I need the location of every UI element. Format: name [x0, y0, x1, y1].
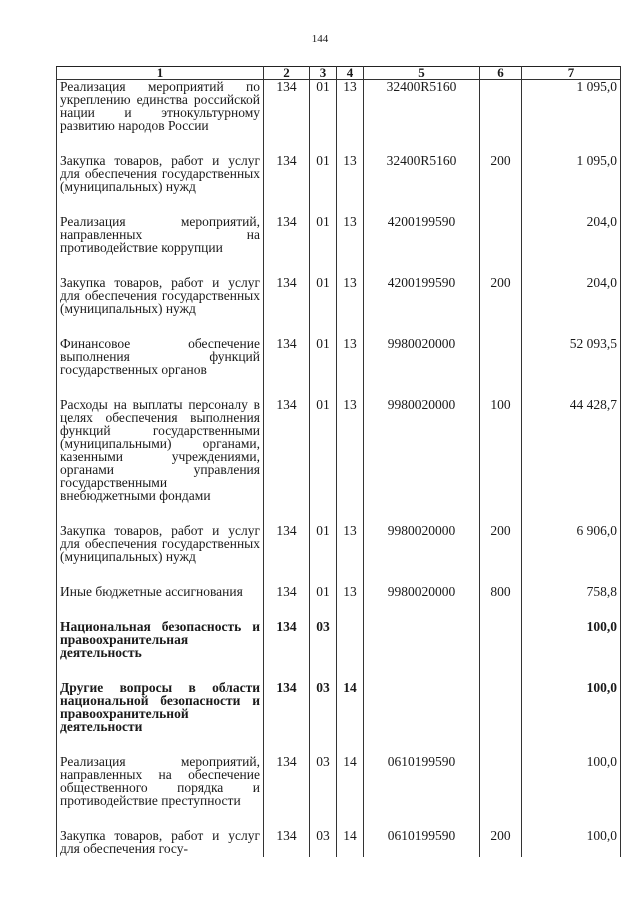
cell-subsection: 13 — [337, 154, 364, 215]
cell-section: 03 — [310, 681, 337, 755]
table-row — [57, 398, 621, 524]
cell-amount: 100,0 — [522, 829, 621, 857]
cell-subsection: 13 — [337, 80, 364, 155]
cell-code: 134 — [264, 524, 310, 585]
cell-name: Реализация мероприятий по укреплению единства российской нации и этнокультурному развитию народов России — [57, 80, 264, 155]
cell-amount: 758,8 — [522, 585, 621, 620]
cell-section: 01 — [310, 215, 337, 276]
cell-name: Иные бюджетные ассигнования — [57, 585, 264, 620]
cell-expense-type — [480, 337, 522, 398]
table-row — [57, 620, 621, 681]
cell-section: 01 — [310, 337, 337, 398]
cell-amount: 1 095,0 — [522, 154, 621, 215]
cell-name: Закупка товаров, работ и услуг для обеспечения государственных (муниципальных) нужд — [57, 154, 264, 215]
cell-amount: 100,0 — [522, 755, 621, 829]
budget-table — [56, 66, 621, 857]
cell-code: 134 — [264, 585, 310, 620]
table-row — [57, 337, 621, 398]
cell-name: Другие вопросы в области национальной безопасности и правоохранительной деятельности — [57, 681, 264, 755]
table-body — [57, 80, 621, 858]
cell-section: 03 — [310, 829, 337, 857]
cell-amount: 52 093,5 — [522, 337, 621, 398]
cell-expense-type — [480, 80, 522, 155]
cell-amount: 1 095,0 — [522, 80, 621, 155]
cell-subsection: 13 — [337, 585, 364, 620]
cell-code: 134 — [264, 398, 310, 524]
cell-name: Закупка товаров, работ и услуг для обеспечения государственных (муниципальных) нужд — [57, 524, 264, 585]
cell-expense-type: 200 — [480, 276, 522, 337]
table-row — [57, 80, 621, 155]
cell-amount: 204,0 — [522, 215, 621, 276]
cell-name: Реализация мероприятий, направленных на обеспечение общественного порядка и противодействие преступности — [57, 755, 264, 829]
cell-amount: 6 906,0 — [522, 524, 621, 585]
cell-target-article: 9980020000 — [364, 524, 480, 585]
cell-target-article: 0610199590 — [364, 829, 480, 857]
cell-section: 03 — [310, 755, 337, 829]
table-row — [57, 215, 621, 276]
cell-expense-type: 200 — [480, 154, 522, 215]
cell-subsection: 14 — [337, 755, 364, 829]
cell-code: 134 — [264, 276, 310, 337]
cell-expense-type: 200 — [480, 829, 522, 857]
cell-name: Закупка товаров, работ и услуг для обеспечения государственных (муниципальных) нужд — [57, 276, 264, 337]
cell-subsection: 14 — [337, 829, 364, 857]
cell-subsection — [337, 620, 364, 681]
cell-code: 134 — [264, 829, 310, 857]
cell-expense-type: 800 — [480, 585, 522, 620]
table-row — [57, 681, 621, 755]
cell-subsection: 13 — [337, 398, 364, 524]
cell-expense-type — [480, 755, 522, 829]
cell-section: 01 — [310, 276, 337, 337]
table-row — [57, 154, 621, 215]
cell-subsection: 13 — [337, 276, 364, 337]
cell-target-article: 9980020000 — [364, 337, 480, 398]
cell-code: 134 — [264, 755, 310, 829]
cell-target-article: 32400R5160 — [364, 80, 480, 155]
cell-target-article: 0610199590 — [364, 755, 480, 829]
cell-subsection: 14 — [337, 681, 364, 755]
column-header-7: 7 — [522, 67, 621, 80]
table-row — [57, 755, 621, 829]
cell-code: 134 — [264, 681, 310, 755]
column-header-1: 1 — [57, 67, 264, 80]
cell-code: 134 — [264, 215, 310, 276]
cell-amount: 204,0 — [522, 276, 621, 337]
table-row — [57, 524, 621, 585]
cell-code: 134 — [264, 154, 310, 215]
cell-subsection: 13 — [337, 215, 364, 276]
cell-target-article: 9980020000 — [364, 398, 480, 524]
table-row — [57, 829, 621, 857]
cell-expense-type — [480, 681, 522, 755]
cell-section: 01 — [310, 154, 337, 215]
table-row — [57, 276, 621, 337]
page-number: 144 — [311, 33, 329, 45]
cell-section: 01 — [310, 524, 337, 585]
cell-section: 01 — [310, 80, 337, 155]
cell-target-article — [364, 620, 480, 681]
cell-section: 01 — [310, 585, 337, 620]
cell-expense-type — [480, 620, 522, 681]
cell-name: Закупка товаров, работ и услуг для обеспечения госу- — [57, 829, 264, 857]
column-header-2: 2 — [264, 67, 310, 80]
cell-amount: 44 428,7 — [522, 398, 621, 524]
cell-section: 01 — [310, 398, 337, 524]
cell-target-article: 4200199590 — [364, 276, 480, 337]
cell-target-article: 4200199590 — [364, 215, 480, 276]
table-row — [57, 585, 621, 620]
cell-expense-type: 100 — [480, 398, 522, 524]
cell-subsection: 13 — [337, 524, 364, 585]
cell-section: 03 — [310, 620, 337, 681]
column-header-5: 5 — [364, 67, 480, 80]
cell-expense-type — [480, 215, 522, 276]
cell-target-article: 32400R5160 — [364, 154, 480, 215]
column-header-3: 3 — [310, 67, 337, 80]
cell-code: 134 — [264, 620, 310, 681]
cell-name: Финансовое обеспечение выполнения функций государственных органов — [57, 337, 264, 398]
cell-target-article — [364, 681, 480, 755]
cell-subsection: 13 — [337, 337, 364, 398]
cell-expense-type: 200 — [480, 524, 522, 585]
cell-code: 134 — [264, 337, 310, 398]
cell-code: 134 — [264, 80, 310, 155]
column-header-4: 4 — [337, 67, 364, 80]
cell-name: Национальная безопасность и правоохранительная деятельность — [57, 620, 264, 681]
cell-amount: 100,0 — [522, 681, 621, 755]
header-row — [57, 67, 621, 80]
cell-name: Расходы на выплаты персоналу в целях обеспечения выполнения функций государственными (муниципальными) органами, казенными учреждениями, органами управления государственными внебюджетными фондами — [57, 398, 264, 524]
cell-amount: 100,0 — [522, 620, 621, 681]
cell-target-article: 9980020000 — [364, 585, 480, 620]
cell-name: Реализация мероприятий, направленных на противодействие коррупции — [57, 215, 264, 276]
column-header-6: 6 — [480, 67, 522, 80]
